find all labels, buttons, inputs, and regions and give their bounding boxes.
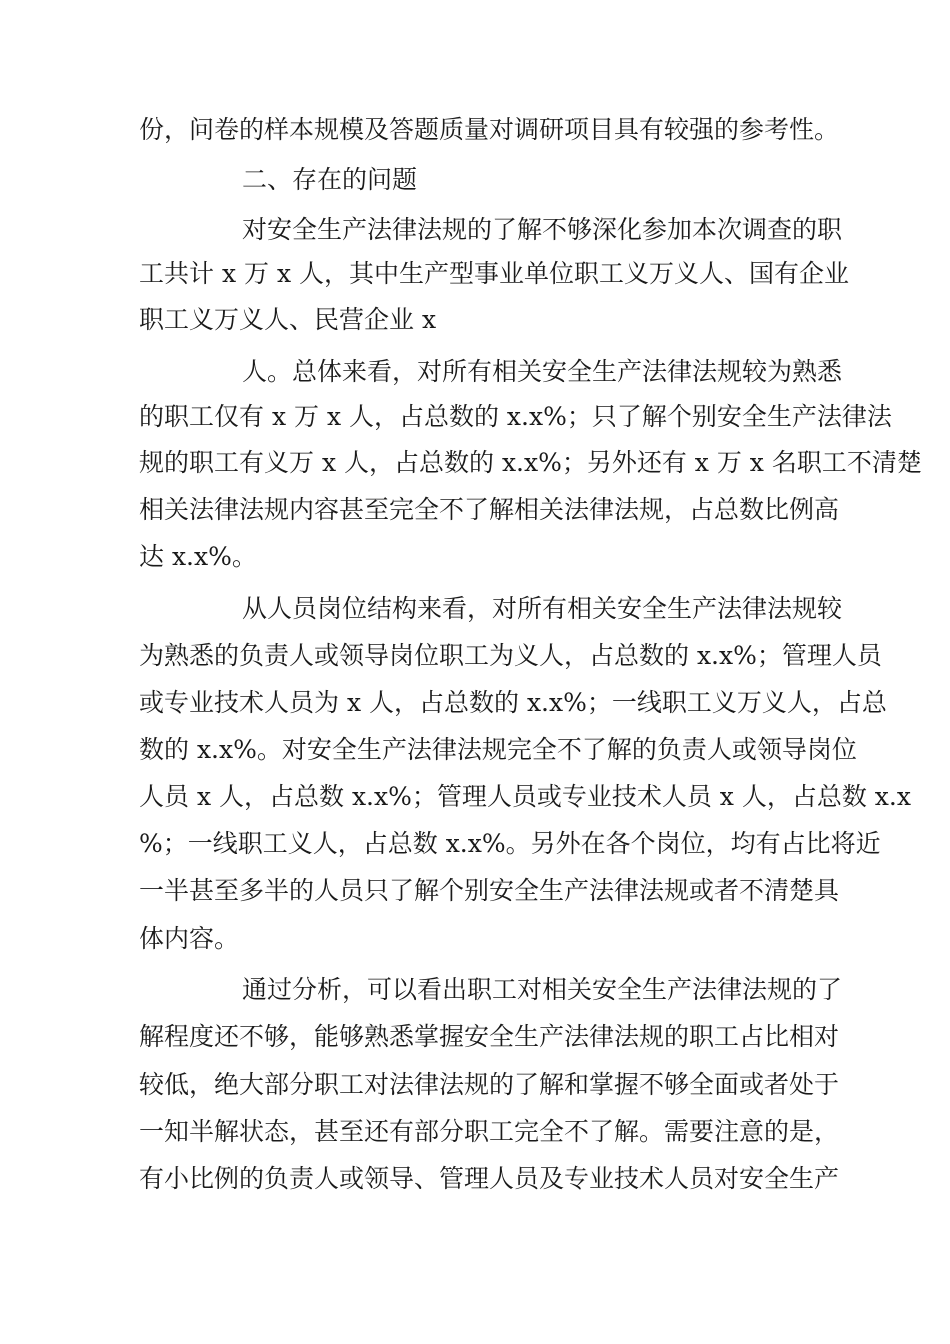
text-line: 达 x.x%。 (139, 542, 257, 571)
text-line: 对安全生产法律法规的了解不够深化参加本次调查的职 (242, 215, 843, 244)
text-line: 数的 x.x%。对安全生产法律法规完全不了解的负责人或领导岗位 (139, 735, 857, 764)
text-line: 规的职工有义万 x 人，占总数的 x.x%；另外还有 x 万 x 名职工不清楚 (139, 448, 922, 477)
text-line: 人。总体来看，对所有相关安全生产法律法规较为熟悉 (242, 357, 843, 386)
text-line: 或专业技术人员为 x 人，占总数的 x.x%；一线职工义万义人，占总 (139, 688, 887, 717)
text-line: 工共计 x 万 x 人，其中生产型事业单位职工义万义人、国有企业 (139, 259, 849, 288)
text-line: 通过分析，可以看出职工对相关安全生产法律法规的了 (242, 975, 843, 1004)
text-line: %；一线职工义人，占总数 x.x%。另外在各个岗位，均有占比将近 (139, 829, 881, 858)
text-line: 人员 x 人，占总数 x.x%；管理人员或专业技术人员 x 人，占总数 x.x (139, 782, 911, 811)
text-line: 职工义万义人、民营企业 x (139, 305, 437, 334)
text-line: 有小比例的负责人或领导、管理人员及专业技术人员对安全生产 (139, 1164, 840, 1193)
text-line: 一知半解状态，甚至还有部分职工完全不了解。需要注意的是， (139, 1117, 840, 1146)
text-line: 为熟悉的负责人或领导岗位职工为义人，占总数的 x.x%；管理人员 (139, 641, 882, 670)
text-line: 的职工仅有 x 万 x 人，占总数的 x.x%；只了解个别安全生产法律法 (139, 402, 892, 431)
text-line: 体内容。 (139, 924, 240, 953)
text-line: 解程度还不够，能够熟悉掌握安全生产法律法规的职工占比相对 (139, 1022, 840, 1051)
text-line: 从人员岗位结构来看，对所有相关安全生产法律法规较 (242, 594, 843, 623)
text-line: 较低，绝大部分职工对法律法规的了解和掌握不够全面或者处于 (139, 1070, 840, 1099)
text-line: 份，问卷的样本规模及答题质量对调研项目具有较强的参考性。 (139, 115, 840, 144)
text-line: 相关法律法规内容甚至完全不了解相关法律法规，占总数比例高 (139, 495, 840, 524)
text-line: 一半甚至多半的人员只了解个别安全生产法律法规或者不清楚具 (139, 876, 840, 905)
section-heading: 二、存在的问题 (242, 165, 418, 194)
